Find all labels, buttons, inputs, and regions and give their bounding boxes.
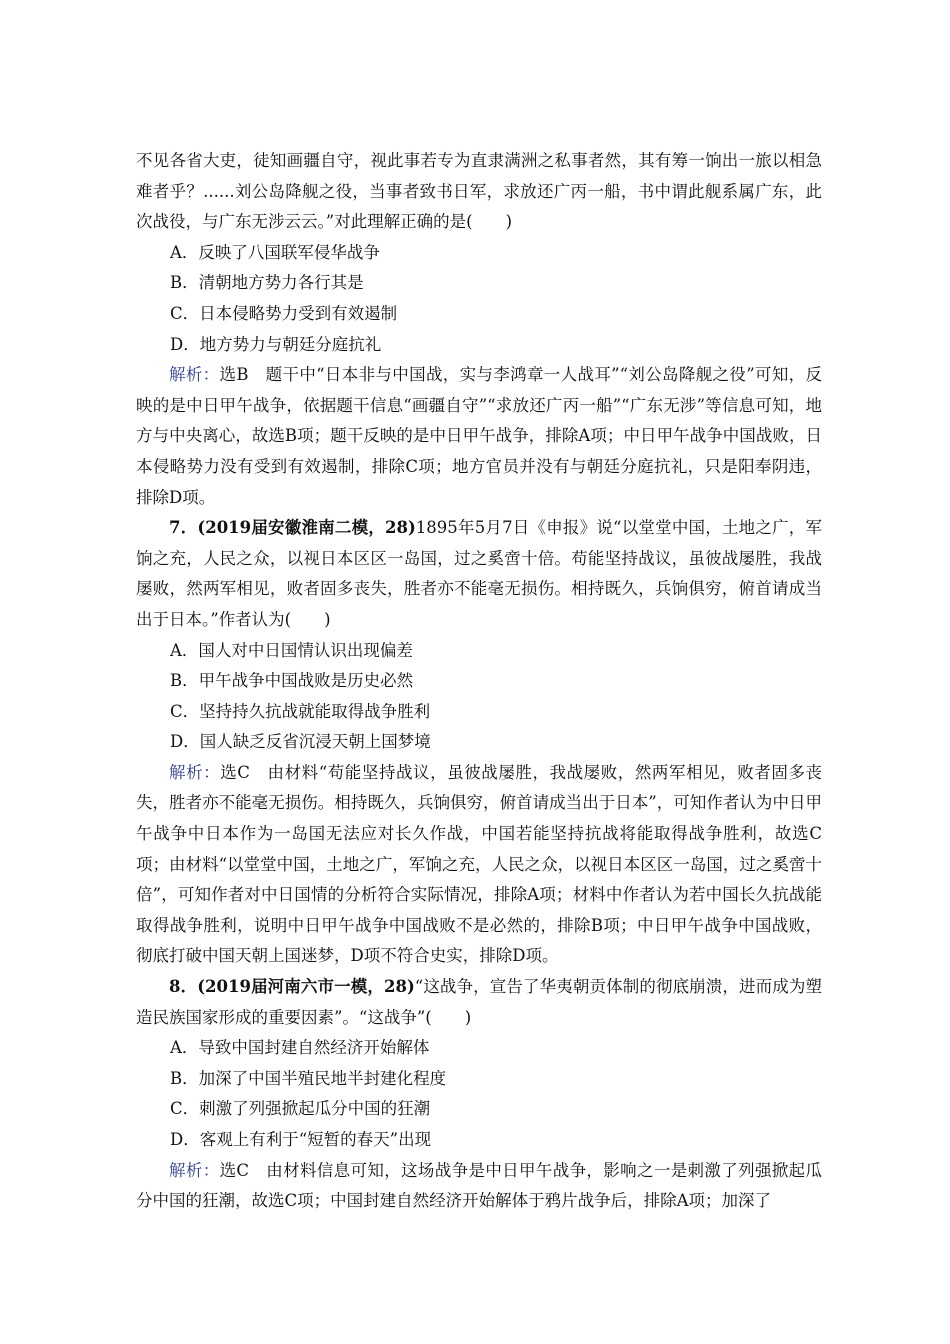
q8-stem-text: “这战争，宣告了华夷朝贡体制的彻底崩溃，进而成为塑造民族国家形成的重要因素”。“这战争”( ) <box>136 977 822 1027</box>
q7-analysis <box>136 758 822 972</box>
analysis-label: 解析： <box>169 365 220 385</box>
q7-option-a: A．国人对中日国情认识出现偏差 <box>170 640 413 660</box>
q6-option-d: D．地方势力与朝廷分庭抗礼 <box>170 334 382 354</box>
q8-source: (2019届河南六市一模，28) <box>197 977 415 997</box>
q8-number: 8． <box>169 977 198 997</box>
q6-analysis <box>136 360 822 513</box>
q7-stem <box>136 513 822 635</box>
q7-analysis-text: 选C 由材料“苟能坚持战议，虽彼战屡胜，我战屡败，然两军相见，败者固多丧失，胜者亦不能毫无损伤。相持既久，兵饷俱穷，俯首请成当出于日本”，可知作者认为中日甲午战争中日本作为一岛国无法应对长久作战，中国若能坚持抗战将能取得战争胜利，故选C项；由材料“以堂堂中国，土地之广，军饷之充，人民之众，以视日本区区一岛国，过之奚啻十倍”，可知作者对中日国情的分析符合实际情况，排除A项；材料中作者认为若中国长久抗战能取得战争胜利，说明中日甲午战争中国战败不是必然的，排除B项；中日甲午战争中国战败，彻底打破中国天朝上国迷梦，D项不符合史实，排除D项。 <box>136 762 823 966</box>
q6-stem: 不见各省大吏，徒知画疆自守，视此事若专为直隶满洲之私事者然，其有筹一饷出一旅以相急难者乎？......刘公岛降舰之役，当事者致书日军，求放还广丙一船，书中谓此舰系属广东，此次战役，与广东无涉云云。”对此理解正确的是( ) <box>136 151 822 232</box>
q8-analysis-text: 选C 由材料信息可知，这场战争是中日甲午战争，影响之一是刺激了列强掀起瓜分中国的狂潮，故选C项；中国封建自然经济开始解体于鸦片战争后，排除A项；加深了 <box>136 1160 823 1211</box>
q7-option-b: B．甲午战争中国战败是历史必然 <box>170 671 414 691</box>
q6-option-c: C．日本侵略势力受到有效遏制 <box>170 303 398 323</box>
q6-analysis-text: 选B 题干中“日本非与中国战，实与李鸿章一人战耳”“刘公岛降舰之役”可知，反映的是中日甲午战争，依据题干信息“画疆自守”“求放还广丙一船”“广东无涉”等信息可知，地方与中央离心，故选B项；题干反映的是中日甲午战争，排除A项；中日甲午战争中国战败，日本侵略势力没有受到有效遏制，排除C项；地方官员并没有与朝廷分庭抗礼，只是阳奉阴违，排除D项。 <box>136 365 822 507</box>
analysis-label: 解析： <box>169 762 221 782</box>
q8-option-b: B．加深了中国半殖民地半封建化程度 <box>170 1068 447 1088</box>
q7-stem-text: 1895年5月7日《申报》说“以堂堂中国，土地之广，军饷之充，人民之众，以视日本区区一岛国，过之奚啻十倍。苟能坚持战议，虽彼战屡胜，我战屡败，然两军相见，败者固多丧失，胜者亦不能毫无损伤。相持既久，兵饷俱穷，俯首请成当出于日本。”作者认为( ) <box>136 518 822 629</box>
q7-number: 7． <box>169 518 198 538</box>
q7-source: (2019届安徽淮南二模，28) <box>197 518 416 538</box>
q6-option-b: B．清朝地方势力各行其是 <box>170 273 364 293</box>
analysis-label: 解析： <box>169 1160 220 1180</box>
q6-option-a: A．反映了八国联军侵华战争 <box>170 242 380 262</box>
q8-option-d: D．客观上有利于“短暂的春天”出现 <box>170 1130 432 1149</box>
q8-option-a: A．导致中国封建自然经济开始解体 <box>170 1038 430 1058</box>
q7-option-d: D．国人缺乏反省沉浸天朝上国梦境 <box>170 732 431 752</box>
q8-stem <box>136 972 822 1033</box>
q8-analysis <box>136 1156 822 1217</box>
q7-option-c: C．坚持持久抗战就能取得战争胜利 <box>170 701 431 721</box>
document-page <box>136 146 822 1217</box>
q8-option-c: C．刺激了列强掀起瓜分中国的狂潮 <box>170 1099 431 1119</box>
